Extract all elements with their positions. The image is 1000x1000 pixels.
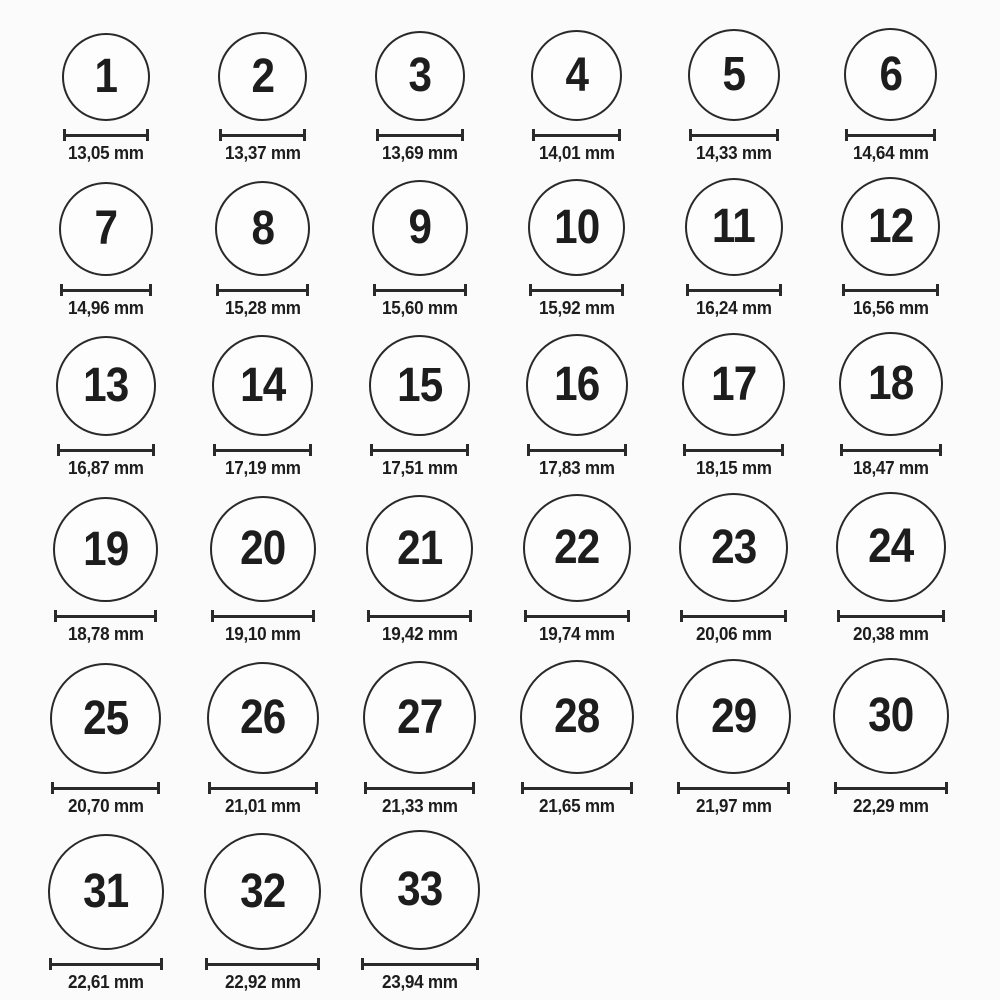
measure-bar bbox=[679, 787, 788, 790]
diameter-label: 14,96 mm bbox=[67, 298, 144, 318]
diameter-measure-line bbox=[521, 782, 633, 794]
ring-size-item bbox=[184, 496, 341, 644]
ring-size-item bbox=[341, 661, 498, 816]
diameter-label: 19,42 mm bbox=[381, 624, 458, 644]
ring-size-number: 30 bbox=[867, 689, 914, 742]
ring-circle bbox=[836, 492, 946, 602]
chart-row bbox=[27, 332, 1000, 478]
diameter-measure-line bbox=[49, 958, 163, 970]
ring-size-item bbox=[341, 180, 498, 318]
diameter-measure-line bbox=[361, 958, 479, 970]
diameter-measure-line bbox=[680, 610, 787, 622]
ring-size-number: 15 bbox=[396, 358, 443, 412]
ring-circle bbox=[48, 834, 164, 950]
ring-circle bbox=[676, 659, 791, 774]
diameter-label: 13,37 mm bbox=[224, 143, 301, 163]
ring-size-number: 28 bbox=[553, 690, 600, 743]
ring-size-number: 5 bbox=[722, 48, 745, 101]
diameter-measure-line bbox=[213, 444, 312, 456]
measure-bar bbox=[56, 615, 155, 618]
diameter-measure-line bbox=[686, 284, 782, 296]
diameter-label: 19,74 mm bbox=[538, 624, 615, 644]
ring-size-item bbox=[184, 335, 341, 478]
diameter-measure-line bbox=[840, 444, 942, 456]
ring-circle bbox=[841, 177, 940, 276]
measure-bar bbox=[691, 134, 777, 137]
measure-bar bbox=[526, 615, 628, 618]
diameter-measure-line bbox=[60, 284, 152, 296]
diameter-label: 21,97 mm bbox=[695, 796, 772, 816]
ring-size-number: 21 bbox=[396, 521, 443, 575]
measure-bar bbox=[682, 615, 785, 618]
ring-circle bbox=[844, 28, 937, 121]
ring-size-item bbox=[184, 662, 341, 816]
ring-circle bbox=[215, 181, 310, 276]
diameter-measure-line bbox=[532, 129, 621, 141]
measure-bar bbox=[839, 615, 943, 618]
measure-bar bbox=[372, 449, 467, 452]
diameter-label: 22,61 mm bbox=[67, 972, 144, 992]
measure-bar bbox=[847, 134, 934, 137]
diameter-label: 13,69 mm bbox=[381, 143, 458, 163]
ring-circle bbox=[204, 833, 321, 950]
ring-size-number: 11 bbox=[712, 200, 755, 253]
diameter-measure-line bbox=[219, 129, 306, 141]
diameter-measure-line bbox=[524, 610, 630, 622]
measure-bar bbox=[207, 963, 318, 966]
ring-size-number: 29 bbox=[710, 689, 757, 743]
ring-size-item bbox=[498, 334, 655, 478]
measure-bar bbox=[836, 787, 946, 790]
diameter-label: 16,24 mm bbox=[695, 298, 772, 318]
ring-size-number: 16 bbox=[553, 358, 600, 411]
ring-size-number: 3 bbox=[408, 49, 431, 102]
diameter-label: 22,92 mm bbox=[224, 972, 301, 992]
diameter-label: 13,05 mm bbox=[67, 143, 144, 163]
ring-circle bbox=[56, 336, 156, 436]
diameter-label: 20,06 mm bbox=[695, 624, 772, 644]
ring-size-number: 33 bbox=[396, 863, 443, 916]
diameter-measure-line bbox=[842, 284, 939, 296]
ring-size-number: 7 bbox=[94, 202, 117, 255]
measure-bar bbox=[53, 787, 158, 790]
measure-bar bbox=[215, 449, 310, 452]
ring-size-number: 6 bbox=[879, 47, 902, 101]
ring-size-number: 1 bbox=[94, 50, 117, 103]
measure-bar bbox=[213, 615, 313, 618]
diameter-label: 16,87 mm bbox=[67, 458, 144, 478]
measure-bar bbox=[51, 963, 161, 966]
ring-size-number: 25 bbox=[82, 691, 129, 745]
measure-bar bbox=[65, 134, 147, 137]
diameter-measure-line bbox=[51, 782, 160, 794]
diameter-label: 18,78 mm bbox=[67, 624, 144, 644]
ring-size-item bbox=[341, 31, 498, 163]
diameter-measure-line bbox=[216, 284, 309, 296]
diameter-label: 17,51 mm bbox=[381, 458, 458, 478]
ring-circle bbox=[372, 180, 468, 276]
chart-row bbox=[27, 28, 1000, 163]
ring-circle bbox=[207, 662, 319, 774]
ring-size-item bbox=[812, 492, 969, 644]
ring-size-item bbox=[655, 29, 812, 163]
diameter-label: 14,01 mm bbox=[538, 143, 615, 163]
measure-bar bbox=[363, 963, 477, 966]
diameter-label: 18,47 mm bbox=[852, 458, 929, 478]
ring-size-number: 32 bbox=[239, 864, 286, 918]
ring-size-number: 18 bbox=[867, 357, 914, 410]
ring-circle bbox=[53, 497, 158, 602]
diameter-measure-line bbox=[63, 129, 149, 141]
ring-circle bbox=[682, 333, 785, 436]
ring-size-item bbox=[498, 179, 655, 318]
ring-size-item bbox=[498, 30, 655, 163]
diameter-label: 21,01 mm bbox=[224, 796, 301, 816]
ring-circle bbox=[212, 335, 313, 436]
diameter-measure-line bbox=[677, 782, 790, 794]
ring-circle bbox=[50, 663, 161, 774]
measure-bar bbox=[685, 449, 782, 452]
ring-circle bbox=[679, 493, 788, 602]
diameter-measure-line bbox=[527, 444, 627, 456]
diameter-label: 20,38 mm bbox=[852, 624, 929, 644]
ring-size-number: 13 bbox=[82, 359, 129, 412]
ring-circle bbox=[366, 495, 473, 602]
ring-circle bbox=[833, 658, 949, 774]
diameter-measure-line bbox=[54, 610, 157, 622]
measure-bar bbox=[210, 787, 316, 790]
ring-size-item bbox=[184, 181, 341, 318]
diameter-label: 17,83 mm bbox=[538, 458, 615, 478]
measure-bar bbox=[378, 134, 462, 137]
ring-circle bbox=[839, 332, 943, 436]
measure-bar bbox=[523, 787, 631, 790]
ring-circle bbox=[62, 33, 150, 121]
ring-size-item bbox=[184, 833, 341, 992]
measure-bar bbox=[369, 615, 470, 618]
diameter-measure-line bbox=[837, 610, 945, 622]
ring-size-number: 20 bbox=[239, 522, 286, 575]
ring-size-item bbox=[655, 178, 812, 318]
diameter-label: 17,19 mm bbox=[224, 458, 301, 478]
diameter-measure-line bbox=[529, 284, 624, 296]
ring-circle bbox=[375, 31, 465, 121]
ring-size-item bbox=[27, 663, 184, 816]
diameter-label: 19,10 mm bbox=[224, 624, 301, 644]
ring-size-number: 4 bbox=[565, 48, 588, 102]
ring-circle bbox=[59, 182, 153, 276]
ring-size-item bbox=[655, 659, 812, 816]
measure-bar bbox=[218, 289, 307, 292]
ring-size-number: 10 bbox=[553, 200, 600, 254]
ring-size-item bbox=[27, 33, 184, 163]
ring-size-number: 12 bbox=[867, 199, 914, 253]
diameter-label: 20,70 mm bbox=[67, 796, 144, 816]
ring-size-item bbox=[27, 834, 184, 992]
ring-size-number: 23 bbox=[710, 520, 757, 574]
diameter-label: 16,56 mm bbox=[852, 298, 929, 318]
ring-circle bbox=[360, 830, 480, 950]
ring-circle bbox=[523, 494, 631, 602]
diameter-label: 14,64 mm bbox=[852, 143, 929, 163]
diameter-measure-line bbox=[364, 782, 475, 794]
ring-size-item bbox=[27, 336, 184, 478]
measure-bar bbox=[844, 289, 937, 292]
diameter-measure-line bbox=[683, 444, 784, 456]
ring-size-item bbox=[812, 28, 969, 163]
measure-bar bbox=[62, 289, 150, 292]
chart-row bbox=[27, 658, 1000, 816]
diameter-label: 21,33 mm bbox=[381, 796, 458, 816]
ring-circle bbox=[210, 496, 316, 602]
ring-size-item bbox=[498, 494, 655, 644]
ring-size-number: 19 bbox=[82, 522, 129, 576]
diameter-label: 15,60 mm bbox=[381, 298, 458, 318]
diameter-measure-line bbox=[376, 129, 464, 141]
measure-bar bbox=[366, 787, 473, 790]
measure-bar bbox=[221, 134, 304, 137]
measure-bar bbox=[529, 449, 625, 452]
ring-size-number: 31 bbox=[82, 865, 129, 918]
ring-size-number: 9 bbox=[408, 201, 431, 254]
ring-circle bbox=[685, 178, 783, 276]
ring-size-item bbox=[812, 177, 969, 318]
ring-circle bbox=[528, 179, 625, 276]
ring-circle bbox=[688, 29, 780, 121]
ring-circle bbox=[520, 660, 634, 774]
ring-size-item bbox=[341, 335, 498, 478]
ring-size-number: 14 bbox=[239, 358, 286, 412]
chart-row bbox=[27, 177, 1000, 318]
ring-size-item bbox=[341, 495, 498, 644]
ring-size-item bbox=[27, 497, 184, 644]
ring-size-item bbox=[812, 332, 969, 478]
diameter-label: 14,33 mm bbox=[695, 143, 772, 163]
ring-circle bbox=[218, 32, 307, 121]
diameter-label: 23,94 mm bbox=[381, 972, 458, 992]
diameter-measure-line bbox=[845, 129, 936, 141]
ring-size-number: 17 bbox=[710, 357, 757, 411]
ring-size-number: 24 bbox=[867, 520, 914, 573]
measure-bar bbox=[531, 289, 622, 292]
diameter-measure-line bbox=[689, 129, 779, 141]
ring-circle bbox=[526, 334, 628, 436]
diameter-measure-line bbox=[205, 958, 320, 970]
ring-size-item bbox=[184, 32, 341, 163]
diameter-label: 15,92 mm bbox=[538, 298, 615, 318]
ring-size-item bbox=[812, 658, 969, 816]
diameter-measure-line bbox=[208, 782, 318, 794]
measure-bar bbox=[842, 449, 940, 452]
diameter-label: 21,65 mm bbox=[538, 796, 615, 816]
ring-size-item bbox=[655, 493, 812, 644]
diameter-measure-line bbox=[373, 284, 467, 296]
chart-row bbox=[27, 492, 1000, 644]
ring-size-number: 8 bbox=[251, 201, 274, 255]
diameter-measure-line bbox=[834, 782, 948, 794]
diameter-label: 22,29 mm bbox=[852, 796, 929, 816]
diameter-label: 18,15 mm bbox=[695, 458, 772, 478]
diameter-measure-line bbox=[367, 610, 472, 622]
ring-size-number: 2 bbox=[251, 49, 274, 103]
diameter-measure-line bbox=[370, 444, 469, 456]
ring-size-number: 22 bbox=[553, 521, 600, 574]
measure-bar bbox=[534, 134, 619, 137]
diameter-measure-line bbox=[211, 610, 315, 622]
ring-size-item bbox=[341, 830, 498, 992]
ring-circle bbox=[369, 335, 470, 436]
ring-size-item bbox=[655, 333, 812, 478]
diameter-label: 15,28 mm bbox=[224, 298, 301, 318]
ring-size-number: 27 bbox=[396, 690, 443, 744]
diameter-measure-line bbox=[57, 444, 155, 456]
measure-bar bbox=[688, 289, 780, 292]
ring-size-item bbox=[27, 182, 184, 318]
ring-circle bbox=[531, 30, 622, 121]
measure-bar bbox=[375, 289, 465, 292]
chart-row bbox=[27, 830, 1000, 992]
ring-size-number: 26 bbox=[239, 691, 286, 744]
ring-circle bbox=[363, 661, 476, 774]
ring-size-item bbox=[498, 660, 655, 816]
measure-bar bbox=[59, 449, 153, 452]
